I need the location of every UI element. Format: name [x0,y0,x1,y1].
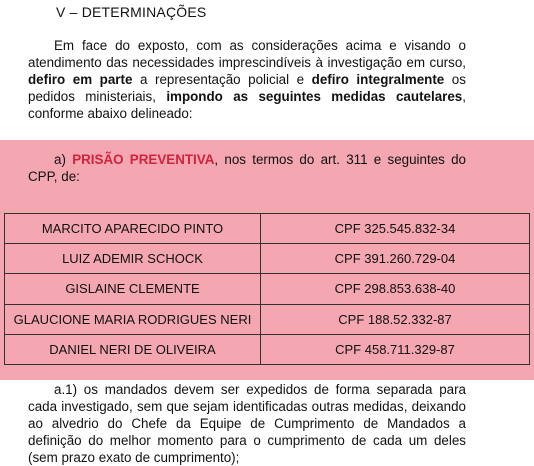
paragraph-bold-3: impondo as seguintes medidas cautelares [166,89,463,104]
person-name: MARCITO APARECIDO PINTO [5,214,261,244]
people-table [4,213,530,365]
person-cpf: CPF 188.52.332-87 [261,304,530,334]
item-a1-paragraph [28,381,466,466]
paragraph-text-3: os pedidos ministeriais, [28,72,466,104]
person-name: DANIEL NERI DE OLIVEIRA [5,334,261,364]
item-a-bold: PRISÃO PREVENTIVA [72,152,215,167]
person-cpf: CPF 458.711.329-87 [261,334,530,364]
person-cpf: CPF 325.545.832-34 [261,214,530,244]
item-a-rest: , nos termos do art. 311 e seguintes do CPP, de: [28,152,467,184]
paragraph-text-2: a representação policial e [139,72,305,87]
table-row [5,244,530,274]
person-name: GLAUCIONE MARIA RODRIGUES NERI [5,304,261,334]
paragraph-text-4: , conforme abaixo delineado: [28,89,466,121]
paragraph-bold-2: defiro integralmente [311,72,445,87]
paragraph-text-1: Em face do exposto, com as considerações acima e visando o atendimento das necessidades imprescindíveis à investigação em curso, [28,38,466,70]
person-cpf: CPF 298.853.638-40 [261,274,530,304]
person-cpf: CPF 391.260.729-04 [261,244,530,274]
table-row [5,304,530,334]
paragraph-bold-1: defiro em parte [28,72,133,87]
table-row [5,274,530,304]
paragraph-determinations [28,37,466,122]
table-row [5,214,530,244]
person-name: GISLAINE CLEMENTE [5,274,261,304]
item-a-paragraph [28,151,466,185]
item-a1-text: a.1) os mandados devem ser expedidos de forma separada para cada investigado, sem que sejam identificadas outras medidas, deixando ao alvedrio do Chefe da Equipe de Cumprimento de Mandados a definição do melhor momento para o cumprimento de cada um deles (sem prazo exato de cumprimento); [28,382,466,465]
table-row [5,334,530,364]
item-a-prefix: a) [54,152,66,167]
section-title: V – DETERMINAÇÕES [56,4,207,20]
person-name: LUIZ ADEMIR SCHOCK [5,244,261,274]
